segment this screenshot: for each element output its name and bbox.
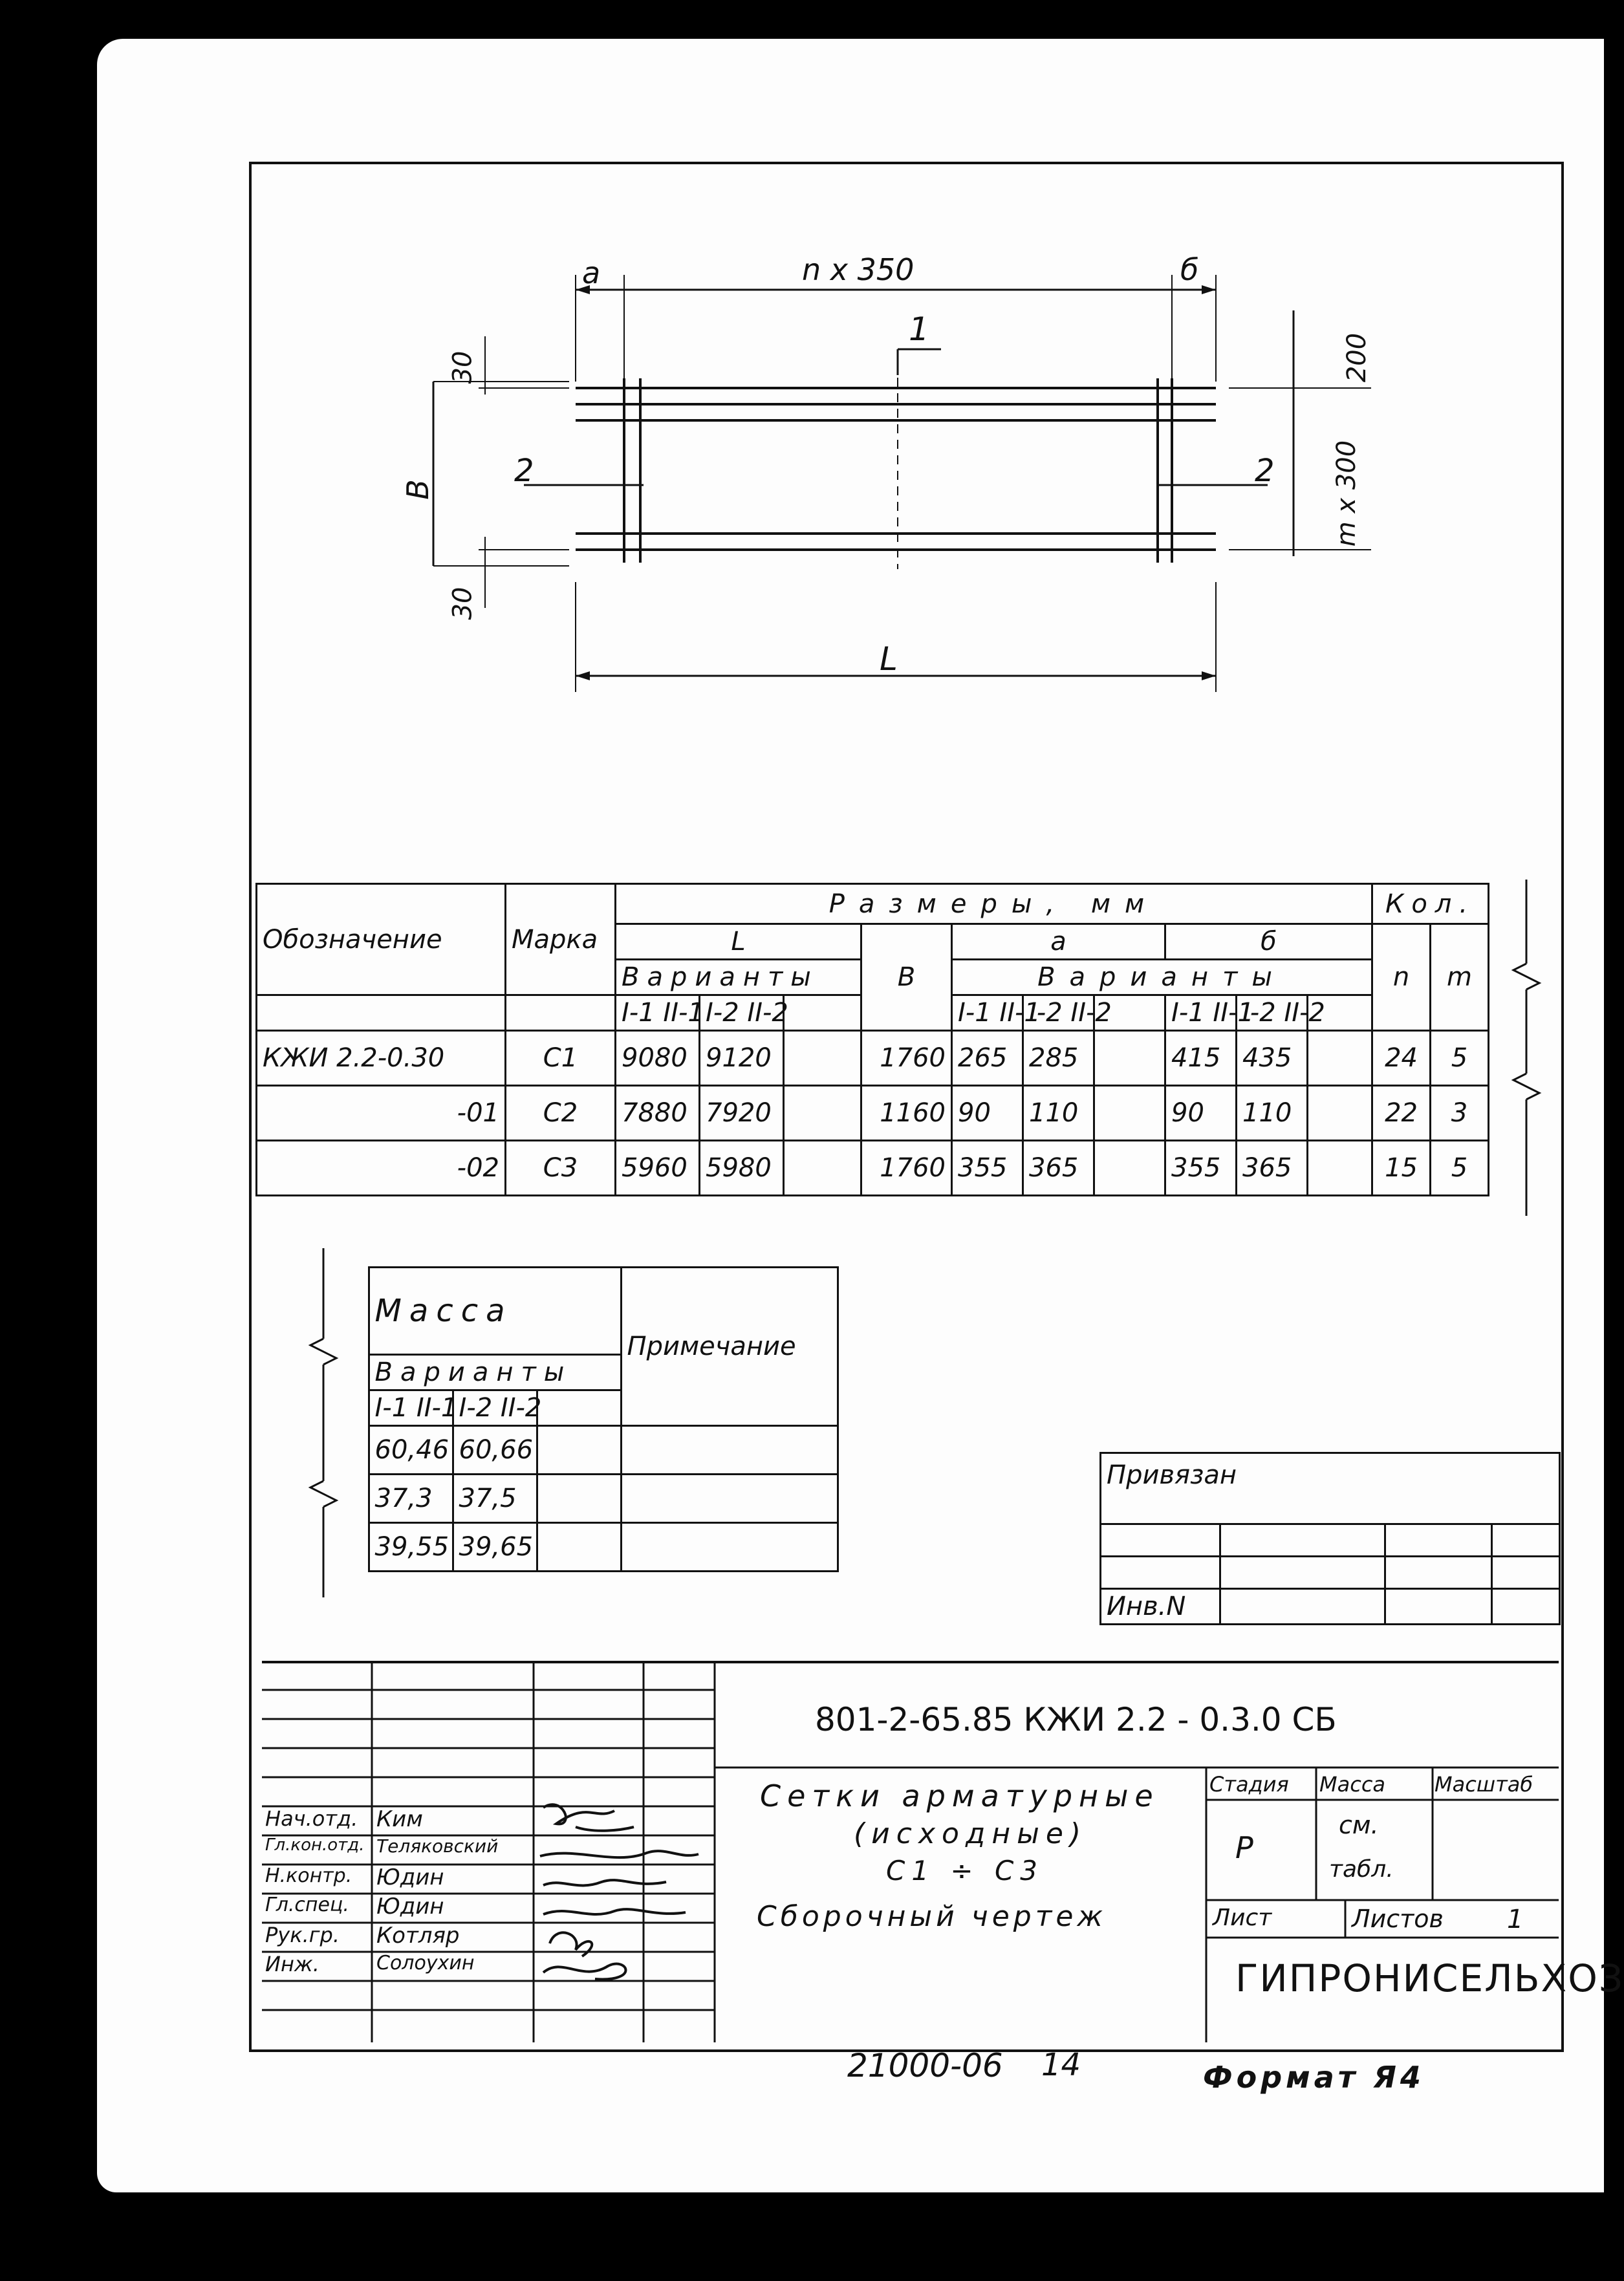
document-code: 801-2-65.85 КЖИ 2.2 - 0.3.0 СБ — [815, 1701, 1337, 1738]
staff-name-5: Котляр — [376, 1923, 460, 1949]
inv-label: Инв.N — [1101, 1589, 1220, 1625]
row-designation: КЖИ 2.2-0.30 — [257, 1031, 506, 1086]
row-designation: -02 — [257, 1141, 506, 1196]
table-row — [257, 1086, 1489, 1141]
row-L1: 5960 — [616, 1141, 700, 1196]
mass-value-a: см. — [1339, 1811, 1379, 1839]
h-L-v1: I-1 II-1 — [616, 995, 700, 1031]
mass-v1: I-1 II-1 — [369, 1390, 453, 1426]
dim-30-top: 30 — [448, 351, 478, 384]
mass-value-1: 37,3 — [369, 1475, 453, 1523]
table-break-marks — [1488, 880, 1546, 1216]
dim-n-label: n x 350 — [802, 252, 915, 287]
stage-header: Стадия — [1209, 1772, 1289, 1797]
dim-L-label: L — [880, 640, 898, 678]
row-b1: 90 — [1165, 1086, 1237, 1141]
title-line-1: Сетки арматурные — [760, 1778, 1160, 1813]
table-row — [323, 1523, 838, 1572]
row-mark: С3 — [506, 1141, 616, 1196]
sheet-label: Лист — [1213, 1905, 1272, 1931]
row-B: 1160 — [861, 1086, 952, 1141]
row-B: 1760 — [861, 1141, 952, 1196]
row-a1: 90 — [952, 1086, 1023, 1141]
staff-role-3: Н.контр. — [265, 1865, 352, 1887]
staff-role-5: Рук.гр. — [265, 1923, 340, 1947]
sheets-label: Листов — [1352, 1905, 1444, 1933]
row-a2: 285 — [1023, 1031, 1094, 1086]
mass-table — [323, 1266, 839, 1572]
h-L-variants: Варианты — [616, 960, 861, 995]
table-row — [323, 1426, 838, 1475]
row-n: 15 — [1372, 1141, 1431, 1196]
row-b1: 355 — [1165, 1141, 1237, 1196]
row-b2: 435 — [1237, 1031, 1308, 1086]
mass-value-1: 39,55 — [369, 1523, 453, 1572]
format-label: Формат Я4 — [1203, 2060, 1425, 2095]
archive-number: 21000-06 — [847, 2047, 1003, 2084]
row-m: 5 — [1431, 1141, 1489, 1196]
mass-variants: Варианты — [369, 1355, 621, 1390]
row-a2: 365 — [1023, 1141, 1094, 1196]
note-header: Примечание — [621, 1268, 838, 1426]
row-a2: 110 — [1023, 1086, 1094, 1141]
row-mark: С2 — [506, 1086, 616, 1141]
h-L: L — [616, 924, 861, 960]
table-row — [257, 1141, 1489, 1196]
mass-value-b: табл. — [1329, 1856, 1394, 1883]
h-n: n — [1372, 924, 1431, 1031]
h-a: a — [952, 924, 1165, 960]
row-b1: 415 — [1165, 1031, 1237, 1086]
row-b2: 365 — [1237, 1141, 1308, 1196]
h-a-v2: I-2 II-2 — [1023, 995, 1094, 1031]
dim-30-bottom: 30 — [448, 587, 478, 620]
staff-role-1: Нач.отд. — [265, 1806, 358, 1831]
mass-value-1: 60,46 — [369, 1426, 453, 1475]
row-L2: 7920 — [700, 1086, 784, 1141]
mass-header: Масса — [369, 1268, 621, 1355]
spec-table — [255, 883, 1489, 1196]
h-m: m — [1431, 924, 1489, 1031]
organization-name: ГИПРОНИСЕЛЬХОЗ — [1235, 1956, 1624, 2000]
row-a1: 355 — [952, 1141, 1023, 1196]
dim-m-label: m x 300 — [1332, 440, 1362, 547]
mass-v2: I-2 II-2 — [453, 1390, 537, 1426]
mass-value-2: 39,65 — [453, 1523, 537, 1572]
dim-200-label: 200 — [1342, 332, 1372, 383]
row-L1: 7880 — [616, 1086, 700, 1141]
page-number: 14 — [1041, 2047, 1081, 2083]
binding-label: Привязан — [1101, 1453, 1560, 1524]
row-m: 5 — [1431, 1031, 1489, 1086]
mass-value-2: 37,5 — [453, 1475, 537, 1523]
row-a1: 265 — [952, 1031, 1023, 1086]
staff-name-6: Солоухин — [376, 1952, 475, 1974]
mass-header-tb: Масса — [1319, 1772, 1386, 1797]
table-row — [323, 1475, 838, 1523]
row-B: 1760 — [861, 1031, 952, 1086]
h-ab-variants: Варианты — [952, 960, 1372, 995]
staff-name-2: Теляковский — [376, 1835, 499, 1857]
h-mark: Марка — [506, 884, 616, 995]
h-qty: Кол. — [1372, 884, 1489, 924]
staff-name-4: Юдин — [376, 1894, 444, 1919]
h-designation: Обозначение — [257, 884, 506, 995]
staff-role-4: Гл.спец. — [265, 1894, 349, 1916]
h-L-v2: I-2 II-2 — [700, 995, 784, 1031]
staff-role-2: Гл.кон.отд. — [265, 1835, 365, 1855]
row-L2: 5980 — [700, 1141, 784, 1196]
row-m: 3 — [1431, 1086, 1489, 1141]
title-line-3: С1 ÷ С3 — [886, 1855, 1044, 1886]
leader-1-label: 1 — [909, 310, 929, 348]
row-n: 24 — [1372, 1031, 1431, 1086]
title-line-2: (исходные) — [854, 1817, 1088, 1850]
dim-B-label: B — [400, 479, 435, 500]
dim-b-label: б — [1180, 252, 1199, 287]
h-a-v1: I-1 II-1 — [952, 995, 1023, 1031]
sheets-value: 1 — [1507, 1905, 1524, 1934]
row-L1: 9080 — [616, 1031, 700, 1086]
section-2-left: 2 — [514, 453, 534, 489]
staff-name-1: Ким — [376, 1806, 423, 1832]
h-B: B — [861, 924, 952, 1031]
stage-value: Р — [1235, 1830, 1253, 1865]
table-row — [257, 1031, 1489, 1086]
section-2-right: 2 — [1255, 453, 1275, 489]
title-line-4: Сборочный чертеж — [757, 1900, 1107, 1933]
mass-value-2: 60,66 — [453, 1426, 537, 1475]
signatures — [537, 1795, 718, 1989]
h-b-v2: I-2 II-2 — [1237, 995, 1308, 1031]
staff-name-3: Юдин — [376, 1865, 444, 1890]
row-b2: 110 — [1237, 1086, 1308, 1141]
h-sizes: Размеры, мм — [616, 884, 1372, 924]
binding-block — [1099, 1452, 1561, 1625]
dim-a-label: a — [582, 255, 601, 290]
staff-role-6: Инж. — [265, 1952, 319, 1976]
row-mark: С1 — [506, 1031, 616, 1086]
h-b: б — [1165, 924, 1372, 960]
h-b-v1: I-1 II-1 — [1165, 995, 1237, 1031]
scale-header: Масштаб — [1435, 1772, 1533, 1797]
row-n: 22 — [1372, 1086, 1431, 1141]
row-designation: -01 — [257, 1086, 506, 1141]
row-L2: 9120 — [700, 1031, 784, 1086]
